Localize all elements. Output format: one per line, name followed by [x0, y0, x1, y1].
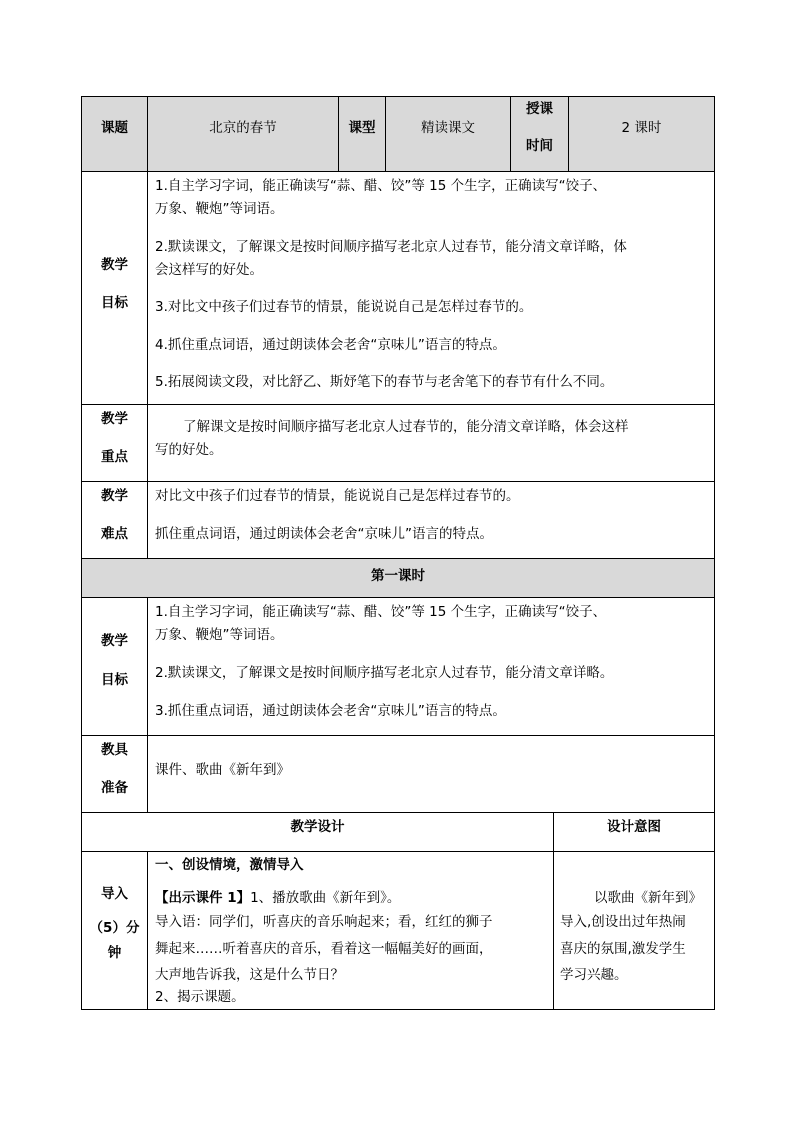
tools-label: 准备	[101, 780, 128, 796]
intent-column-header: 设计意图	[607, 819, 661, 835]
topic-label: 课题	[101, 120, 128, 136]
lesson-goal-item: 万象、鞭炮”等词语。	[155, 627, 284, 643]
design-column-header: 教学设计	[290, 819, 345, 835]
goal-item: 1.自主学习字词，能正确读写“蒜、醋、饺”等 15 个生字，正确读写“饺子、	[155, 178, 607, 194]
courseware-tag: 【出示课件 1】	[155, 890, 251, 906]
goal-item: 3.对比文中孩子们过春节的情景，能说说自己是怎样过春节的。	[155, 299, 533, 315]
difficulties-text: 对比文中孩子们过春节的情景，能说说自己是怎样过春节的。	[155, 488, 520, 504]
rule	[81, 171, 715, 172]
rule	[81, 404, 715, 405]
lesson-goals-label: 教学	[101, 633, 128, 649]
goals-label: 教学	[101, 257, 128, 273]
lesson-title: 北京的春节	[209, 120, 277, 136]
lesson-goals-label: 目标	[101, 672, 128, 688]
courseware-line	[155, 888, 400, 908]
intro-line: 2、揭示课题。	[155, 989, 245, 1005]
lesson-type-label: 课型	[348, 120, 376, 136]
goal-item: 万象、鞭炮”等词语。	[155, 201, 284, 217]
rule	[147, 851, 148, 1010]
class-time-value: 2 课时	[621, 120, 662, 136]
courseware-text: 1、播放歌曲《新年到》。	[250, 890, 401, 906]
tools-value: 课件、歌曲《新年到》	[155, 762, 290, 778]
intent-line: 导入,创设出过年热闹	[560, 914, 686, 930]
intent-line: 以歌曲《新年到》	[594, 890, 702, 906]
rule	[81, 597, 715, 598]
intent-line: 学习兴趣。	[560, 967, 628, 983]
key-points-label: 教学	[101, 411, 128, 427]
key-points-label: 重点	[101, 449, 128, 465]
goal-item: 会这样写的好处。	[155, 262, 263, 278]
lesson-goal-item: 2.默读课文，了解课文是按时间顺序描写老北京人过春节，能分清文章详略。	[155, 665, 614, 681]
rule	[147, 96, 148, 559]
key-points-text: 了解课文是按时间顺序描写老北京人过春节的，能分清文章详略，体会这样	[183, 419, 629, 435]
goals-label: 目标	[101, 295, 128, 311]
tools-label: 教具	[101, 742, 128, 758]
stage-label: （5）分	[89, 920, 140, 936]
rule	[81, 481, 715, 482]
rule	[81, 851, 715, 852]
intro-line: 大声地告诉我，这是什么节日？	[155, 967, 344, 983]
rule	[81, 812, 715, 813]
class-time-label: 授课	[526, 101, 553, 117]
rule	[81, 558, 715, 559]
rule	[81, 96, 82, 1010]
stage-label: 钟	[107, 945, 122, 961]
key-points-text: 写的好处。	[155, 442, 223, 458]
intro-line: 舞起来……听着喜庆的音乐，看着这一幅幅美好的画面，	[155, 941, 493, 957]
rule	[81, 96, 715, 97]
difficulties-label: 教学	[101, 488, 128, 504]
lesson-one-heading: 第一课时	[371, 568, 425, 584]
rule	[81, 735, 715, 736]
goal-item: 4.抓住重点词语，通过朗读体会老舍“京味儿”语言的特点。	[155, 337, 506, 353]
rule	[147, 597, 148, 813]
intro-line: 导入语：同学们，听喜庆的音乐响起来；看，红红的狮子	[155, 914, 493, 930]
lesson-type-value: 精读课文	[421, 120, 475, 136]
goal-item: 2.默读课文，了解课文是按时间顺序描写老北京人过春节，能分清文章详略，体	[155, 239, 627, 255]
intent-line: 喜庆的氛围,激发学生	[560, 941, 686, 957]
difficulties-text: 抓住重点词语，通过朗读体会老舍“京味儿”语言的特点。	[155, 526, 493, 542]
rule	[81, 1009, 715, 1010]
lesson-goal-item: 1.自主学习字词，能正确读写“蒜、醋、饺”等 15 个生字，正确读写“饺子、	[155, 604, 607, 620]
lesson-goal-item: 3.抓住重点词语，通过朗读体会老舍“京味儿”语言的特点。	[155, 703, 506, 719]
section-title: 一、创设情境，激情导入	[155, 857, 304, 873]
goal-item: 5.拓展阅读文段，对比舒乙、斯妤笔下的春节与老舍笔下的春节有什么不同。	[155, 374, 614, 390]
difficulties-label: 难点	[101, 526, 128, 542]
class-time-label: 时间	[526, 138, 553, 154]
stage-label: 导入	[101, 886, 128, 902]
rule	[714, 96, 715, 1010]
rule	[553, 812, 554, 1010]
